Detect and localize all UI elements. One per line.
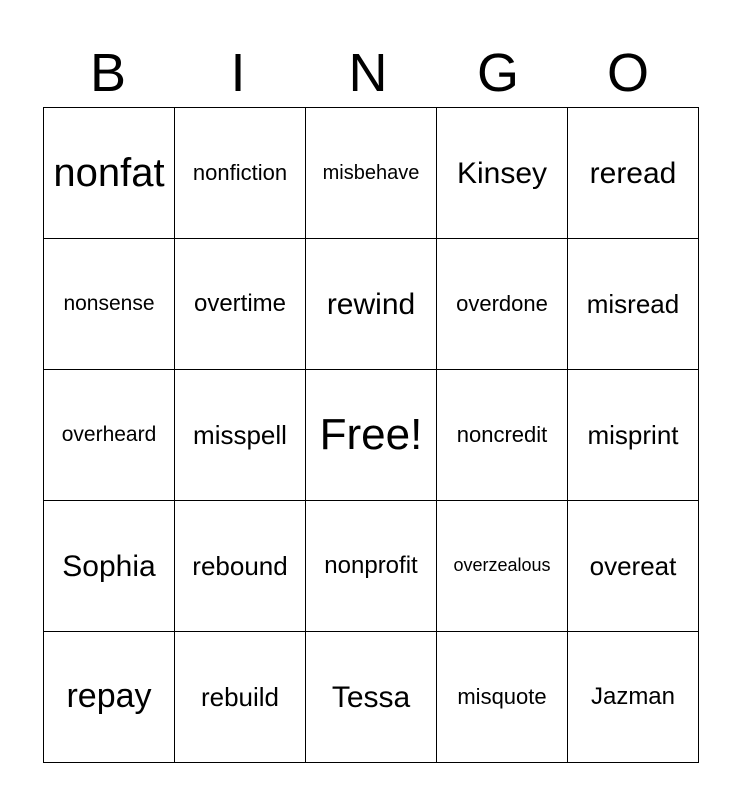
bingo-cell: overheard xyxy=(44,370,175,501)
bingo-cell: misread xyxy=(568,239,699,370)
board-row xyxy=(44,108,699,239)
bingo-cell: misspell xyxy=(175,370,306,501)
free-space: Free! xyxy=(306,370,437,501)
bingo-cell: Kinsey xyxy=(437,108,568,239)
bingo-cell: rebuild xyxy=(175,632,306,763)
header-letter-o: O xyxy=(606,43,649,103)
bingo-header xyxy=(43,40,693,106)
bingo-cell: Tessa xyxy=(306,632,437,763)
board-row xyxy=(44,370,699,501)
bingo-cell: Sophia xyxy=(44,501,175,632)
bingo-cell: overeat xyxy=(568,501,699,632)
header-letter-i: I xyxy=(230,43,246,103)
board-row xyxy=(44,239,699,370)
board-row xyxy=(44,501,699,632)
bingo-cell: repay xyxy=(44,632,175,763)
bingo-board xyxy=(43,107,699,763)
header-letter-b: B xyxy=(89,43,127,103)
bingo-cell: nonfat xyxy=(44,108,175,239)
header-letter-n: N xyxy=(348,43,388,103)
bingo-cell: misbehave xyxy=(306,108,437,239)
bingo-cell: reread xyxy=(568,108,699,239)
bingo-cell: rebound xyxy=(175,501,306,632)
bingo-cell: misprint xyxy=(568,370,699,501)
bingo-cell: nonprofit xyxy=(306,501,437,632)
bingo-cell: misquote xyxy=(437,632,568,763)
bingo-cell: nonsense xyxy=(44,239,175,370)
bingo-cell: Jazman xyxy=(568,632,699,763)
bingo-cell: overzealous xyxy=(437,501,568,632)
bingo-cell: nonfiction xyxy=(175,108,306,239)
bingo-cell: rewind xyxy=(306,239,437,370)
board-row xyxy=(44,632,699,763)
bingo-cell: noncredit xyxy=(437,370,568,501)
header-letter-g: G xyxy=(476,43,519,103)
bingo-cell: overdone xyxy=(437,239,568,370)
bingo-cell: overtime xyxy=(175,239,306,370)
